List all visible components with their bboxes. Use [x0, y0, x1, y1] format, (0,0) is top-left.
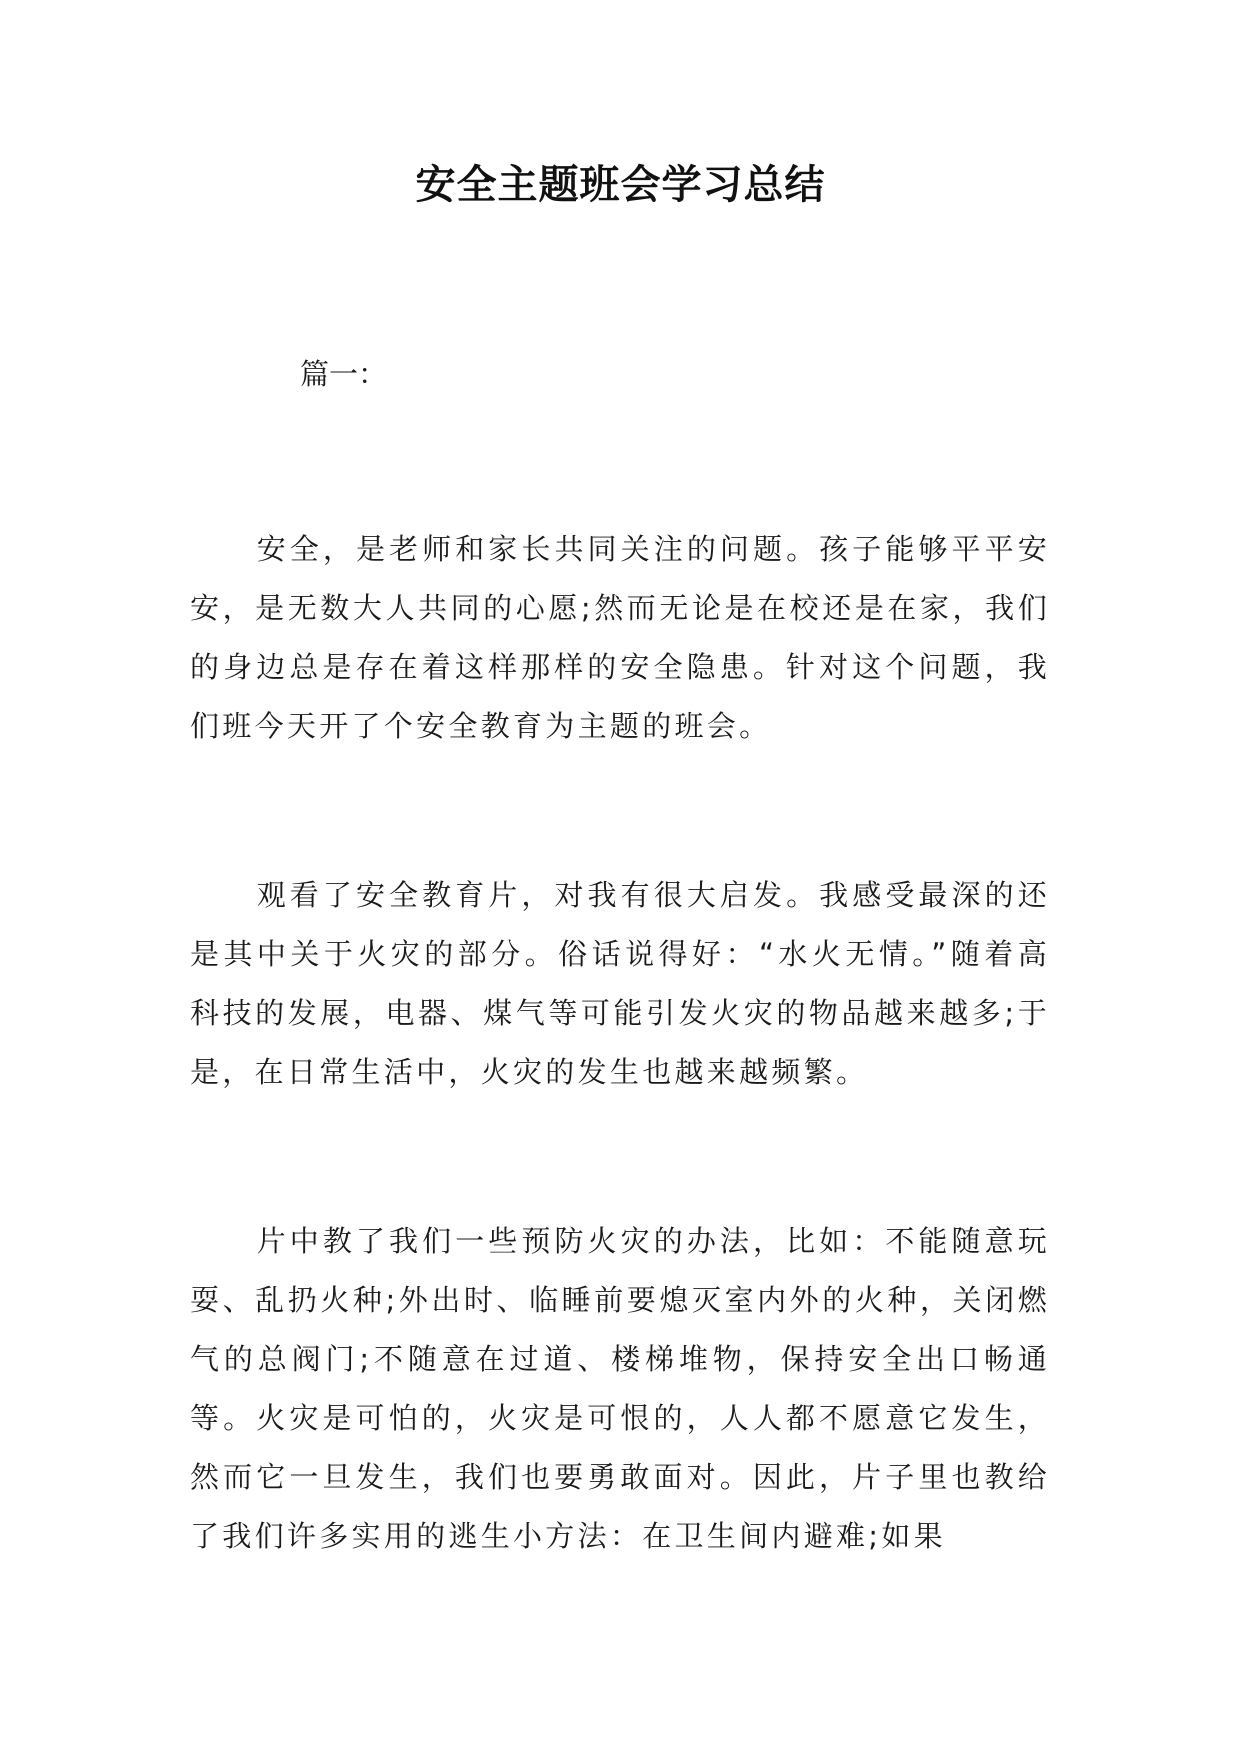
- paragraph-1: 安全，是老师和家长共同关注的问题。孩子能够平平安安，是无数大人共同的心愿;然而无论是在校还是在家，我们的身边总是存在着这样那样的安全隐患。针对这个问题，我们班今天开了个安全教育为主题的班会。: [190, 532, 1050, 743]
- paragraph-2: 观看了安全教育片，对我有很大启发。我感受最深的还是其中关于火灾的部分。俗话说得好：“水火无情。”随着高科技的发展，电器、煤气等可能引发火灾的物品越来越多;于是，在日常生活中，火灾的发生也越来越频繁。: [190, 878, 1050, 1089]
- paragraph-3: 片中教了我们一些预防火灾的办法，比如：不能随意玩耍、乱扔火种;外出时、临睡前要熄灭室内外的火种，关闭燃气的总阀门;不随意在过道、楼梯堆物，保持安全出口畅通等。火灾是可怕的，火灾是可恨的，人人都不愿意它发生，然而它一旦发生，我们也要勇敢面对。因此，片子里也教给了我们许多实用的逃生小方法：在卫生间内避难;如果: [190, 1224, 1050, 1553]
- section-label: 篇一：: [300, 357, 388, 391]
- document-title: 安全主题班会学习总结: [415, 162, 826, 208]
